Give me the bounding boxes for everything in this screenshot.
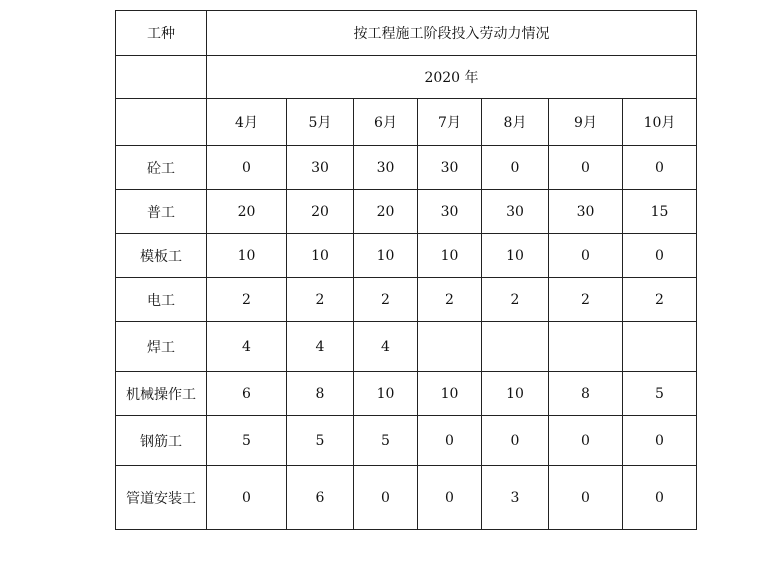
value-cell: 0: [482, 146, 549, 190]
value-cell: 6: [207, 372, 287, 416]
value-cell: 0: [549, 416, 623, 466]
value-cell: 2: [623, 278, 697, 322]
value-cell: [418, 322, 482, 372]
value-cell: 8: [549, 372, 623, 416]
value-cell: 10: [207, 234, 287, 278]
table-row: [116, 372, 697, 416]
value-cell: 20: [354, 190, 418, 234]
trade-cell: 模板工: [116, 234, 207, 278]
value-cell: 3: [482, 466, 549, 530]
trade-cell: 管道安装工: [116, 466, 207, 530]
value-cell: 4: [287, 322, 354, 372]
month-cell: 5月: [287, 99, 354, 146]
value-cell: 10: [418, 372, 482, 416]
year-cell: 2020 年: [207, 56, 697, 99]
value-cell: 30: [418, 190, 482, 234]
value-cell: 20: [287, 190, 354, 234]
value-cell: 4: [207, 322, 287, 372]
table-row: [116, 466, 697, 530]
table-row: [116, 416, 697, 466]
year-row: [116, 56, 697, 99]
value-cell: 0: [482, 416, 549, 466]
value-cell: 10: [354, 234, 418, 278]
value-cell: 2: [549, 278, 623, 322]
value-cell: [623, 322, 697, 372]
value-cell: 0: [354, 466, 418, 530]
value-cell: 5: [287, 416, 354, 466]
value-cell: 10: [287, 234, 354, 278]
value-cell: 20: [207, 190, 287, 234]
value-cell: 10: [482, 234, 549, 278]
value-cell: 8: [287, 372, 354, 416]
month-cell: 7月: [418, 99, 482, 146]
table-row: [116, 278, 697, 322]
month-cell: 9月: [549, 99, 623, 146]
month-cell: 8月: [482, 99, 549, 146]
value-cell: 5: [207, 416, 287, 466]
labor-table: [115, 10, 697, 530]
trade-cell: 钢筋工: [116, 416, 207, 466]
trade-cell: 焊工: [116, 322, 207, 372]
value-cell: 30: [482, 190, 549, 234]
table-row: [116, 234, 697, 278]
trade-cell: 普工: [116, 190, 207, 234]
value-cell: 30: [418, 146, 482, 190]
value-cell: 6: [287, 466, 354, 530]
trade-cell: 砼工: [116, 146, 207, 190]
value-cell: 15: [623, 190, 697, 234]
table-row: [116, 146, 697, 190]
value-cell: 0: [623, 146, 697, 190]
header-row: [116, 11, 697, 56]
table-title: 按工程施工阶段投入劳动力情况: [207, 11, 697, 56]
month-cell: 10月: [623, 99, 697, 146]
value-cell: 0: [549, 466, 623, 530]
value-cell: 0: [623, 234, 697, 278]
value-cell: 2: [418, 278, 482, 322]
value-cell: 30: [287, 146, 354, 190]
value-cell: 30: [354, 146, 418, 190]
value-cell: 0: [207, 466, 287, 530]
trade-cell: 机械操作工: [116, 372, 207, 416]
value-cell: 30: [549, 190, 623, 234]
value-cell: 4: [354, 322, 418, 372]
value-cell: 2: [482, 278, 549, 322]
value-cell: [549, 322, 623, 372]
value-cell: 2: [354, 278, 418, 322]
value-cell: 0: [418, 466, 482, 530]
value-cell: 0: [549, 234, 623, 278]
table-row: [116, 322, 697, 372]
empty-cell: [116, 99, 207, 146]
value-cell: 0: [549, 146, 623, 190]
trade-header-cell: 工种: [116, 11, 207, 56]
month-cell: 6月: [354, 99, 418, 146]
table-row: [116, 190, 697, 234]
value-cell: 2: [287, 278, 354, 322]
value-cell: 10: [418, 234, 482, 278]
value-cell: 10: [354, 372, 418, 416]
empty-cell: [116, 56, 207, 99]
value-cell: 5: [623, 372, 697, 416]
value-cell: 2: [207, 278, 287, 322]
month-row: [116, 99, 697, 146]
value-cell: 0: [623, 416, 697, 466]
month-cell: 4月: [207, 99, 287, 146]
value-cell: 10: [482, 372, 549, 416]
value-cell: 5: [354, 416, 418, 466]
trade-cell: 电工: [116, 278, 207, 322]
value-cell: 0: [623, 466, 697, 530]
value-cell: 0: [207, 146, 287, 190]
value-cell: [482, 322, 549, 372]
value-cell: 0: [418, 416, 482, 466]
